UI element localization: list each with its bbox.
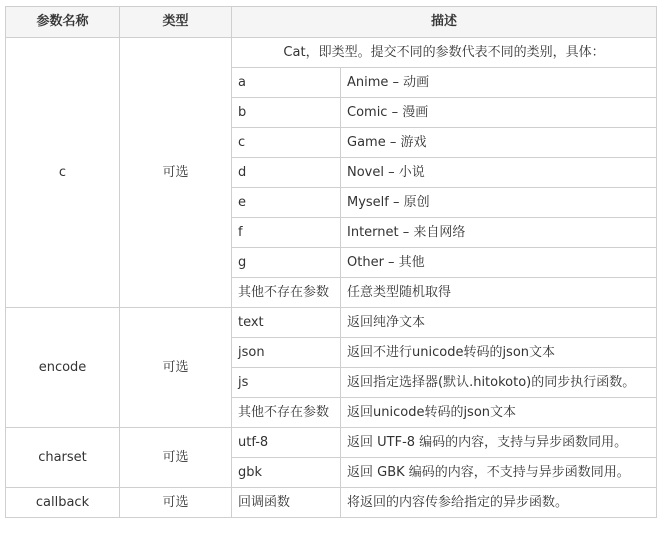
value-cell: gbk [232, 458, 341, 488]
desc-cell: Novel – 小说 [341, 158, 657, 188]
desc-cell: 返回纯净文本 [341, 308, 657, 338]
table-row [6, 308, 657, 338]
params-table-container [5, 6, 657, 518]
param-type-encode: 可选 [120, 308, 232, 428]
desc-cell: Comic – 漫画 [341, 98, 657, 128]
value-cell: 其他不存在参数 [232, 278, 341, 308]
desc-cell: 返回unicode转码的json文本 [341, 398, 657, 428]
desc-cell: 返回指定选择器(默认.hitokoto)的同步执行函数。 [341, 368, 657, 398]
desc-cell: 返回 UTF-8 编码的内容，支持与异步函数同用。 [341, 428, 657, 458]
desc-cell: 返回 GBK 编码的内容，不支持与异步函数同用。 [341, 458, 657, 488]
desc-cell: Myself – 原创 [341, 188, 657, 218]
header-row [6, 7, 657, 38]
value-cell: c [232, 128, 341, 158]
desc-cell: Game – 游戏 [341, 128, 657, 158]
value-cell: json [232, 338, 341, 368]
param-type-charset: 可选 [120, 428, 232, 488]
value-cell: f [232, 218, 341, 248]
value-cell: utf-8 [232, 428, 341, 458]
table-row [6, 428, 657, 458]
table-row [6, 488, 657, 518]
param-type-callback: 可选 [120, 488, 232, 518]
desc-cell: Internet – 来自网络 [341, 218, 657, 248]
desc-cell: 将返回的内容传参给指定的异步函数。 [341, 488, 657, 518]
param-name-callback: callback [6, 488, 120, 518]
value-cell: 其他不存在参数 [232, 398, 341, 428]
header-type: 类型 [120, 7, 232, 38]
param-name-c: c [6, 38, 120, 308]
value-cell: g [232, 248, 341, 278]
desc-cell: 任意类型随机取得 [341, 278, 657, 308]
value-cell: js [232, 368, 341, 398]
param-name-charset: charset [6, 428, 120, 488]
header-description: 描述 [232, 7, 657, 38]
table-row [6, 38, 657, 68]
value-cell: d [232, 158, 341, 188]
desc-cell: Other – 其他 [341, 248, 657, 278]
param-intro-c: Cat，即类型。提交不同的参数代表不同的类别，具体： [232, 38, 657, 68]
value-cell: a [232, 68, 341, 98]
value-cell: b [232, 98, 341, 128]
header-param-name: 参数名称 [6, 7, 120, 38]
param-type-c: 可选 [120, 38, 232, 308]
desc-cell: 返回不进行unicode转码的json文本 [341, 338, 657, 368]
params-table [5, 6, 657, 518]
desc-cell: Anime – 动画 [341, 68, 657, 98]
value-cell: text [232, 308, 341, 338]
value-cell: e [232, 188, 341, 218]
value-cell: 回调函数 [232, 488, 341, 518]
param-name-encode: encode [6, 308, 120, 428]
